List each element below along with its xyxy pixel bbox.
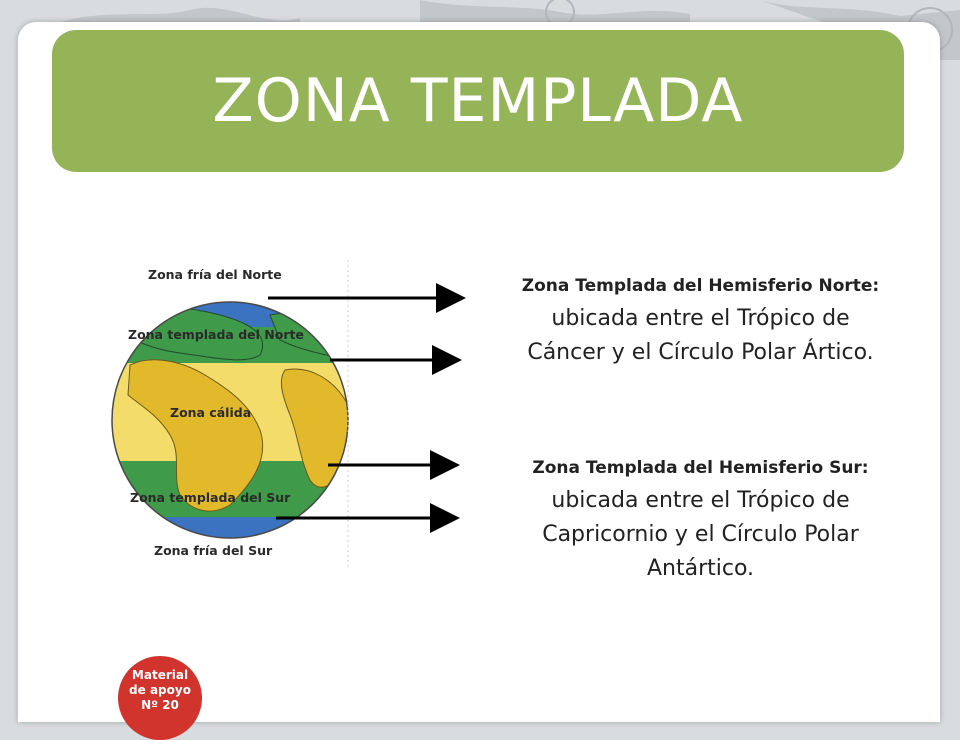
north-description [478, 276, 923, 370]
north-heading: Zona Templada del Hemisferio Norte: [521, 276, 880, 296]
south-body-line3: Antártico. [646, 556, 755, 581]
south-body-line2: Capricornio y el Círculo Polar [542, 522, 859, 547]
badge-line1: Material [131, 668, 189, 682]
label-temperate-north: Zona templada del Norte [128, 327, 304, 342]
badge-line2: de apoyo [129, 683, 191, 697]
south-description [478, 458, 923, 586]
label-warm: Zona cálida [170, 405, 252, 420]
globe-illustration [110, 255, 355, 575]
label-cold-south: Zona fría del Sur [154, 543, 273, 558]
north-body-line1: ubicada entre el Trópico de [551, 306, 850, 331]
title-bar [52, 30, 904, 172]
label-temperate-south: Zona templada del Sur [130, 490, 291, 505]
badge-line3: Nº 20 [141, 698, 179, 712]
north-body-line2: Cáncer y el Círculo Polar Ártico. [527, 340, 874, 365]
material-badge [118, 656, 202, 740]
slide-title: ZONA TEMPLADA [212, 66, 744, 136]
south-heading: Zona Templada del Hemisferio Sur: [532, 458, 869, 478]
south-body-line1: ubicada entre el Trópico de [551, 488, 850, 513]
label-cold-north: Zona fría del Norte [148, 267, 282, 282]
